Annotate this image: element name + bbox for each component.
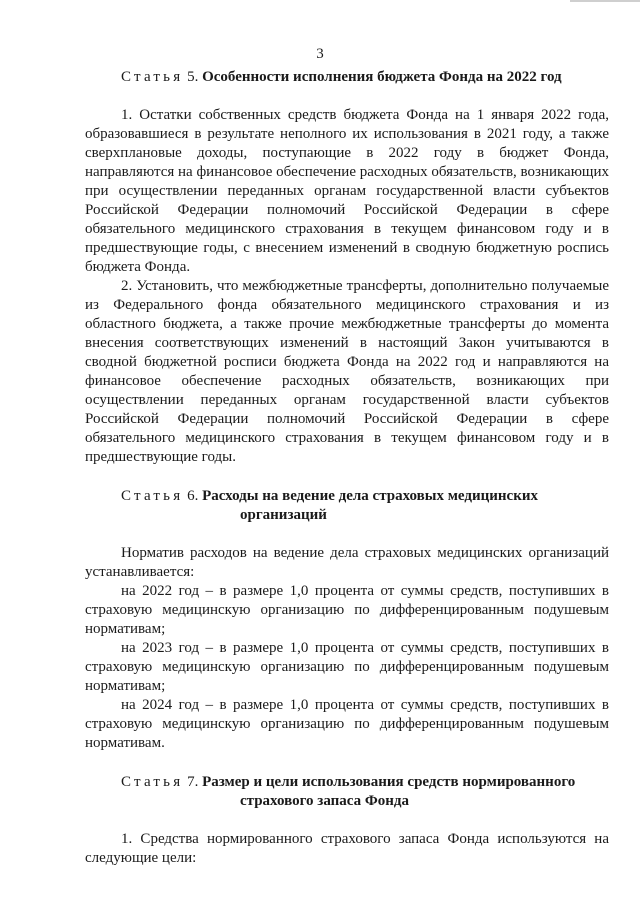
- article-6-paragraph-2: на 2022 год – в размере 1,0 процента от суммы средств, поступивших в страховую медицинскую организацию по дифференцированным подушевым нормативам;: [85, 583, 609, 637]
- document-body: [85, 68, 609, 868]
- article-5-heading: [121, 68, 609, 87]
- article-number: 5.: [187, 69, 199, 85]
- article-6-paragraph-3: на 2023 год – в размере 1,0 процента от суммы средств, поступивших в страховую медицинскую организацию по дифференцированным подушевым нормативам;: [85, 640, 609, 694]
- article-title: Размер и цели использования средств нормированного страхового запаса Фонда: [202, 774, 576, 809]
- article-title: Особенности исполнения бюджета Фонда на 2022 год: [202, 69, 562, 85]
- article-label: Статья: [121, 69, 184, 85]
- article-5-paragraph-2: 2. Установить, что межбюджетные трансферты, дополнительно получаемые из Федерального фонда обязательного медицинского страхования и из областного бюджета, а также прочие межбюджетные трансферты до момента внесения соответствующих изменений в настоящий Закон учитываются в сводной бюджетной росписи бюджета Фонда на 2022 год и направляются на финансовое обеспечение расходных обязательств, возникающих при осуществлении переданных органам государственной власти субъектов Российской Федерации полномочий Российской Федерации в сфере обязательного медицинского страхования в текущем финансовом году и в предшествующие годы.: [85, 278, 609, 465]
- article-6-paragraph-4: на 2024 год – в размере 1,0 процента от суммы средств, поступивших в страховую медицинскую организацию по дифференцированным подушевым нормативам.: [85, 697, 609, 751]
- article-5-paragraph-1: 1. Остатки собственных средств бюджета Фонда на 1 января 2022 года, образовавшиеся в результате неполного их использования в 2021 году, а также сверхплановые доходы, поступающие в 2022 году в бюджет Фонда, направляются на финансовое обеспечение расходных обязательств, возникающих при осуществлении переданных органам государственной власти субъектов Российской Федерации полномочий Российской Федерации в сфере обязательного медицинского страхования в текущем финансовом году и в предшествующие годы, с внесением изменений в сводную бюджетную роспись бюджета Фонда.: [85, 107, 609, 275]
- article-number: 6.: [187, 488, 199, 504]
- article-title: Расходы на ведение дела страховых медицинских организаций: [202, 488, 538, 523]
- article-7-heading: [121, 773, 609, 811]
- page-edge-line: [570, 0, 640, 2]
- article-6-paragraph-1: Норматив расходов на ведение дела страховых медицинских организаций устанавливается:: [85, 545, 609, 580]
- article-label: Статья: [121, 774, 184, 790]
- article-6-heading: [121, 487, 609, 525]
- article-label: Статья: [121, 488, 184, 504]
- article-7-paragraph-1: 1. Средства нормированного страхового запаса Фонда используются на следующие цели:: [85, 831, 609, 866]
- article-number: 7.: [187, 774, 199, 790]
- page-number: 3: [316, 46, 324, 62]
